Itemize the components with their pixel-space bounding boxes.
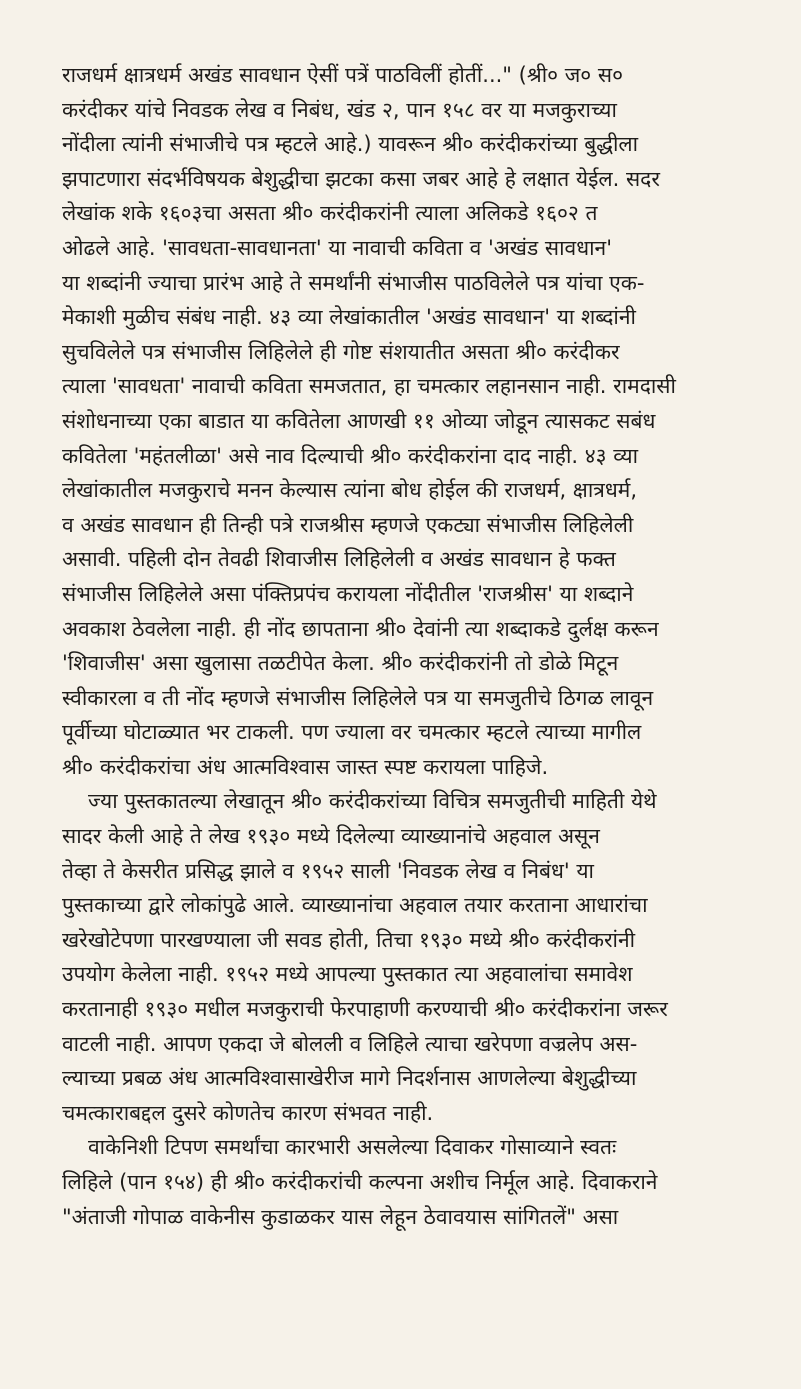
paragraph-3 (62, 1130, 744, 1234)
text-line: पूर्वीच्या घोटाळ्यात भर टाकली. पण ज्याला वर चमत्कार म्हटले त्याच्या मागील (62, 720, 642, 745)
text-line: ज्या पुस्तकातल्या लेखातून श्री० करंदीकरांच्या विचित्र समजुतीची माहिती येथे (88, 789, 657, 814)
text-line: व अखंड सावधान ही तिन्ही पत्रे राजश्रीस म्हणजे एकट्या संभाजीस लिहिलेली (62, 512, 634, 537)
text-line: खरेखोटेपणा पारखण्याला जी सवड होती, तिचा १९३० मध्ये श्री० करंदीकरांनी (62, 927, 636, 952)
text-line: अवकाश ठेवलेला नाही. ही नोंद छापताना श्री० देवांनी त्या शब्दाकडे दुर्लक्ष करून (62, 616, 659, 641)
text-line: लिहिले (पान १५४) ही श्री० करंदीकरांची कल्पना अशीच निर्मूल आहे. दिवाकराने (62, 1170, 658, 1194)
text-line: असावी. पहिली दोन तेवढी शिवाजीस लिहिलेली व अखंड सावधान हे फक्त (62, 547, 616, 572)
text-line: सुचविलेले पत्र संभाजीस लिहिलेले ही गोष्ट संशयातीत असता श्री० करंदीकर (62, 339, 620, 364)
text-line: ओढले आहे. 'सावधता-सावधानता' या नावाची कविता व 'अखंड सावधान' (62, 235, 612, 260)
text-line: ल्याच्या प्रबळ अंध आत्मविश्वासाखेरीज मागे निदर्शनास आणलेल्या बेशुद्धीच्या (62, 1066, 637, 1091)
text-line: "अंताजी गोपाळ वाकेनीस कुडाळकर यास लेहून ठेवावयास सांगितलें" असा (62, 1204, 619, 1229)
text-line: मेकाशी मुळीच संबंध नाही. ४३ व्या लेखांकातील 'अखंड सावधान' या शब्दांनी (62, 305, 636, 330)
text-line: 'शिवाजीस' असा खुलासा तळटीपेत केला. श्री० करंदीकरांनी तो डोळे मिटून (62, 651, 619, 676)
text-line: स्वीकारला व ती नोंद म्हणजे संभाजीस लिहिलेले पत्र या समजुतीचे ठिगळ लावून (62, 685, 654, 710)
text-line: वाकेनिशी टिपण समर्थांचा कारभारी असलेल्या दिवाकर गोसाव्याने स्वतः (88, 1135, 617, 1160)
text-line: तेव्हा ते केसरीत प्रसिद्ध झाले व १९५२ साली 'निवडक लेख व निबंध' या (62, 858, 594, 883)
text-line: लेखांकातील मजकुराचे मनन केल्यास त्यांना बोध होईल की राजधर्म, क्षात्रधर्म, (62, 478, 638, 503)
text-line: या शब्दांनी ज्याचा प्रारंभ आहे ते समर्थांनी संभाजीस पाठविलेले पत्र यांचा एक- (62, 270, 645, 295)
text-line: पुस्तकाच्या द्वारे लोकांपुढे आले. व्याख्यानांचा अहवाल तयार करताना आधारांचा (62, 893, 648, 918)
text-line: वाटली नाही. आपण एकदा जे बोलली व लिहिले त्याचा खरेपणा वज्रलेप अस- (62, 1031, 638, 1056)
text-line: संशोधनाच्या एका बाडात या कवितेला आणखी ११ ओव्या जोडून त्यासकट सबंध (62, 408, 656, 433)
text-line: नोंदीला त्यांनी संभाजीचे पत्र म्हटले आहे.) यावरून श्री० करंदीकरांच्या बुद्धीला (62, 132, 639, 157)
text-line: चमत्काराबद्दल दुसरे कोणतेच कारण संभवत नाही. (62, 1100, 434, 1125)
text-line: सादर केली आहे ते लेख १९३० मध्ये दिलेल्या व्याख्यानांचे अहवाल असून (62, 824, 600, 849)
text-line: कवितेला 'महंतलीळा' असे नाव दिल्याची श्री० करंदीकरांना दाद नाही. ४३ व्या (62, 443, 639, 468)
text-line: राजधर्म क्षात्रधर्म अखंड सावधान ऐसीं पत्रें पाठविलीं होतीं..." (श्री० ज० स० (62, 63, 624, 87)
text-line: उपयोग केलेला नाही. १९५२ मध्ये आपल्या पुस्तकात त्या अहवालांचा समावेश (62, 962, 633, 987)
text-line: करंदीकर यांचे निवडक लेख व निबंध, खंड २, पान १५८ वर या मजकुराच्या (62, 97, 617, 122)
text-line: लेखांक शके १६०३चा असता श्री० करंदीकरांनी त्याला अलिकडे १६०२ त (62, 201, 598, 226)
paragraph-1 (62, 58, 744, 784)
paragraph-2 (62, 784, 744, 1130)
text-line: श्री० करंदीकरांचा अंध आत्मविश्वास जास्त स्पष्ट करायला पाहिजे. (62, 754, 549, 779)
text-line: संभाजीस लिहिलेले असा पंक्तिप्रपंच करायला नोंदीतील 'राजश्रीस' या शब्दाने (62, 581, 634, 606)
text-line: झपाटणारा संदर्भविषयक बेशुद्धीचा झटका कसा जबर आहे हे लक्षात येईल. सदर (62, 166, 660, 191)
text-line: त्याला 'सावधता' नावाची कविता समजतात, हा चमत्कार लहानसान नाही. रामदासी (62, 374, 676, 399)
page-body-text (62, 58, 744, 1234)
text-line: करतानाही १९३० मधील मजकुराची फेरपाहाणी करण्याची श्री० करंदीकरांना जरूर (62, 997, 668, 1022)
